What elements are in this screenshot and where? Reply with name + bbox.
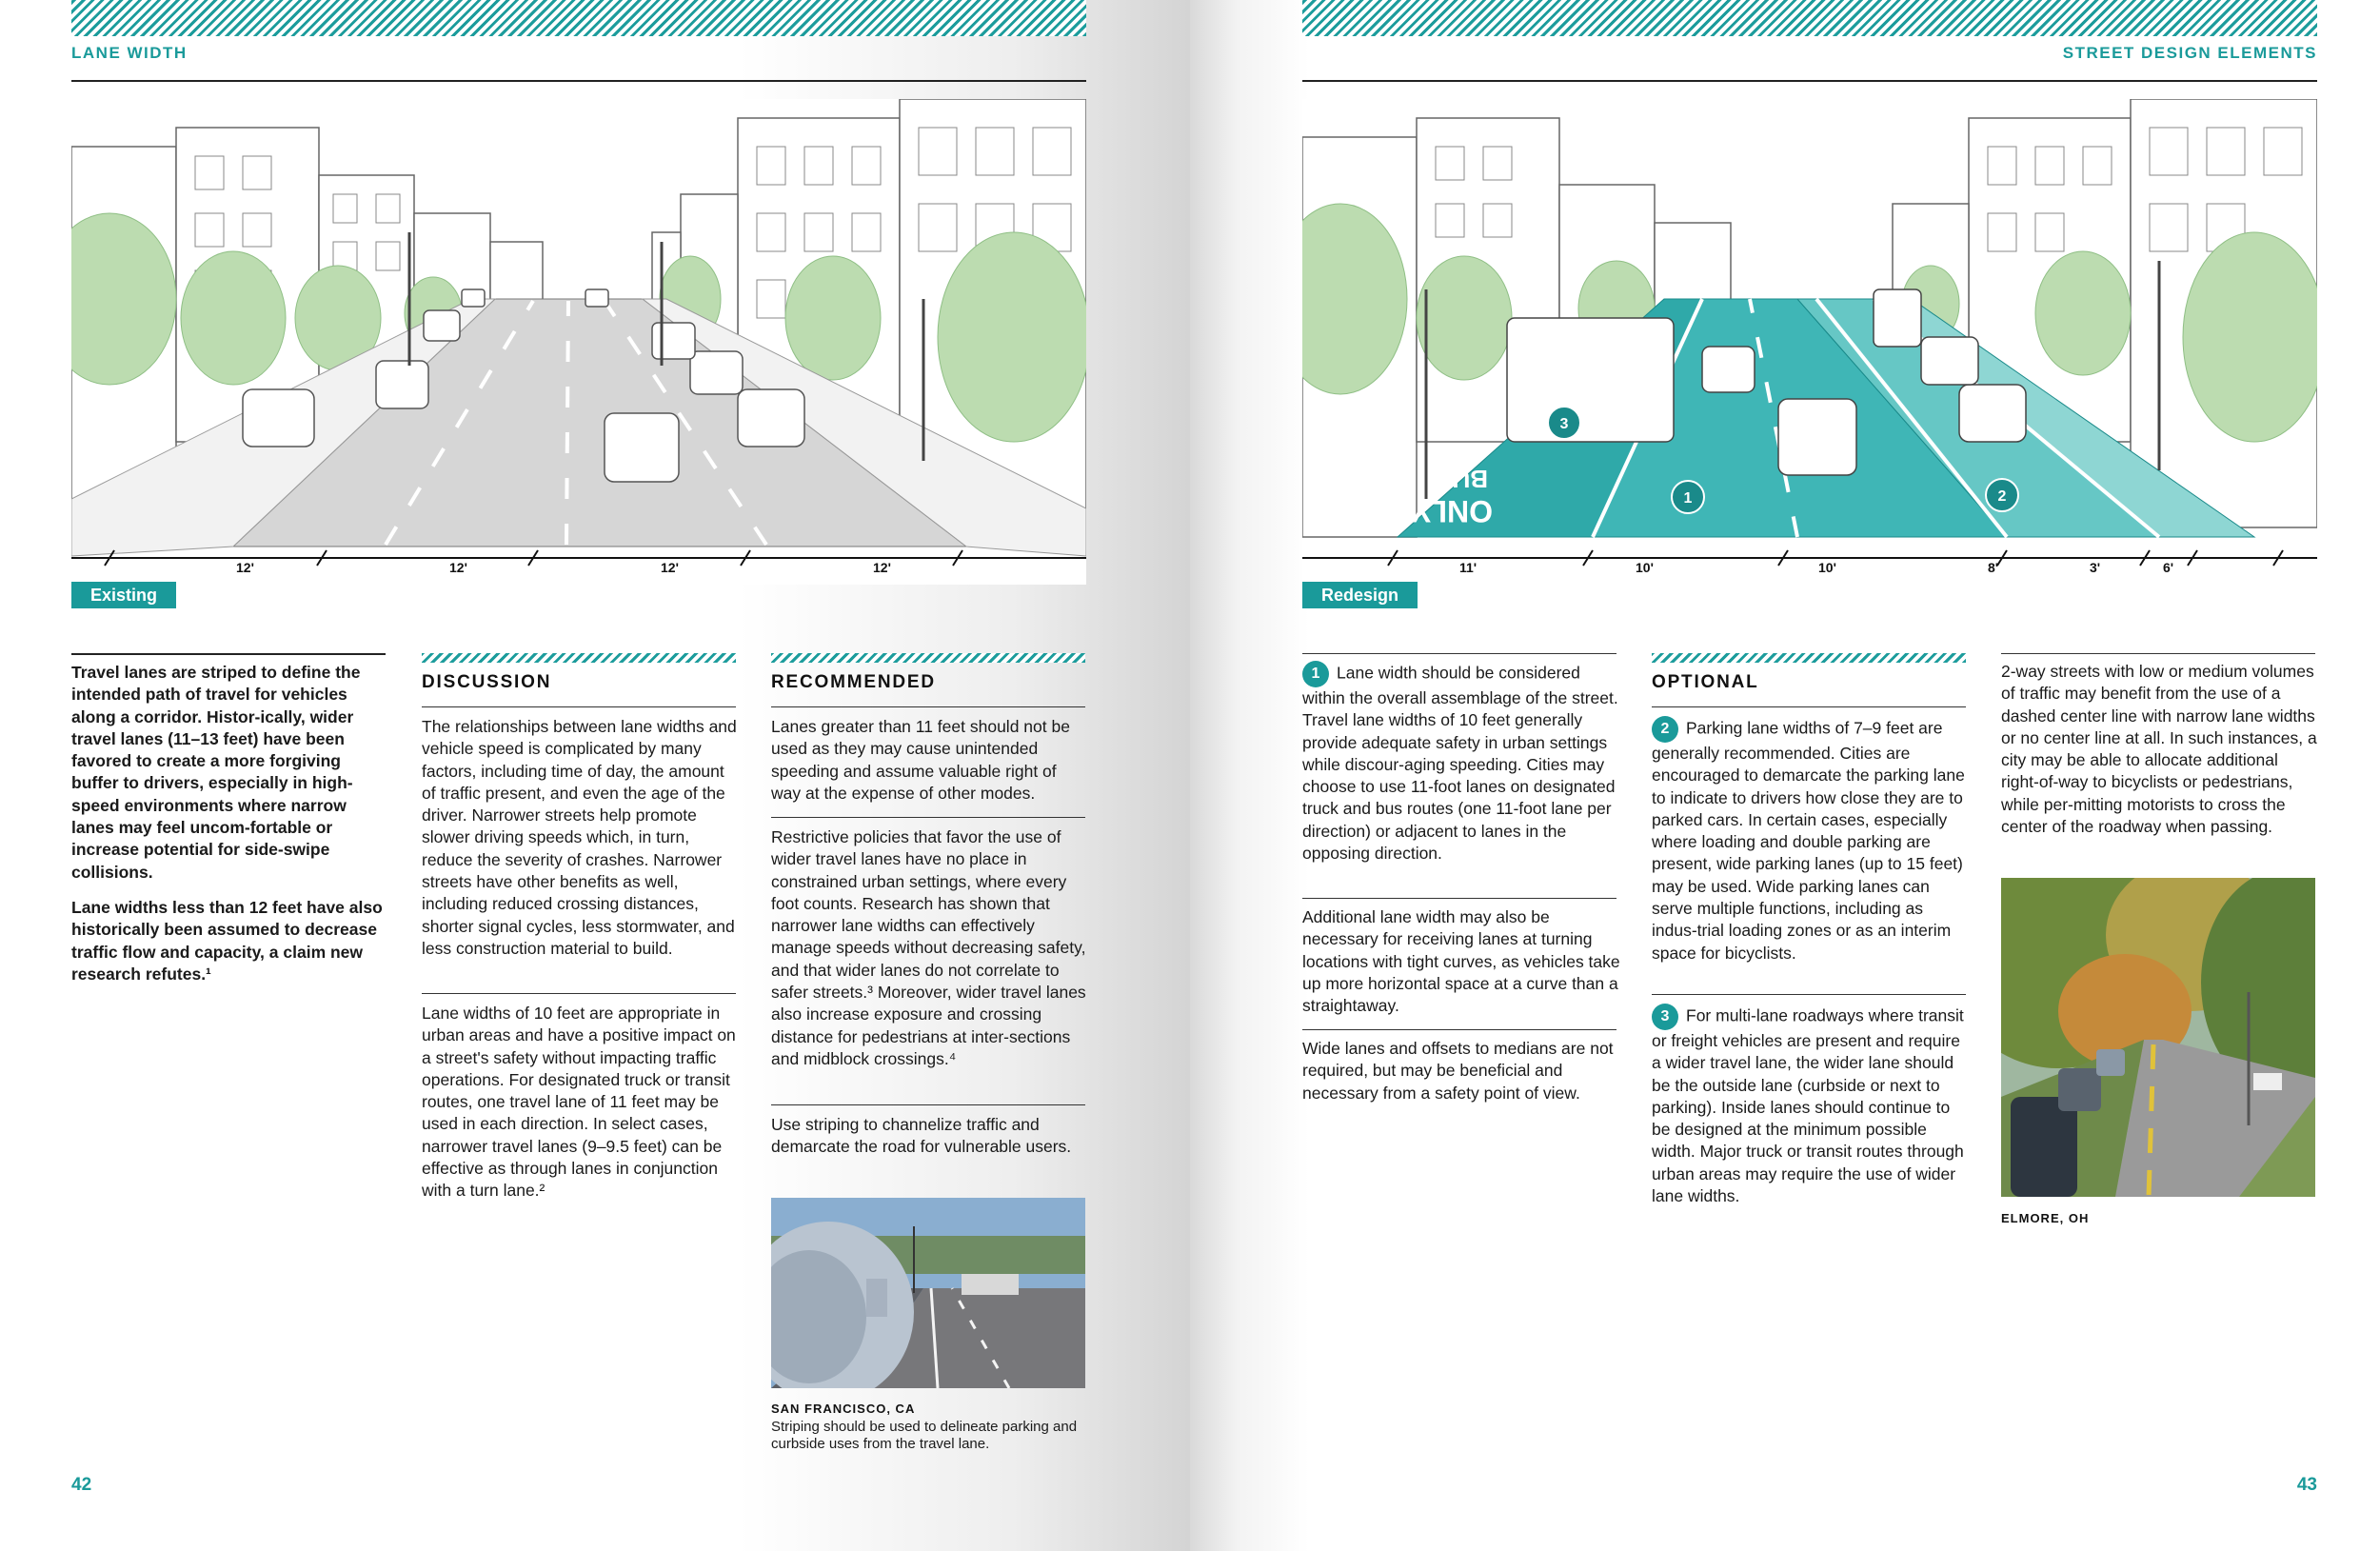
recommended-text-1 — [771, 716, 1090, 805]
discussion-hatch — [422, 653, 736, 663]
discussion-heading: DISCUSSION — [422, 672, 552, 692]
existing-tag: Existing — [71, 582, 176, 608]
column-rule — [71, 653, 386, 655]
badge-2: 2 — [1652, 716, 1678, 743]
header-hatch-bar — [1302, 0, 2317, 36]
para-a — [1302, 906, 1621, 1017]
redesign-street-drawing — [1302, 99, 2317, 585]
intro-column — [71, 662, 390, 985]
column-rule — [1302, 1029, 1616, 1030]
column-rule — [771, 817, 1085, 818]
header-hatch-bar — [71, 0, 1086, 36]
redesign-street-illustration — [1302, 99, 2317, 585]
page-number: 43 — [2296, 1475, 2317, 1495]
item-2-block — [1652, 716, 1971, 964]
column-rule — [1302, 898, 1616, 899]
item-1-text: Lane width should be considered within the overall assemblage of the street. Travel lane widths of 10 feet generally provide adequate safety in urban settings while discour-aging speeding. Cities may choose to use 11-foot lanes on designated truck and bus routes (one 11-foot lane per direction) or adjacent to lanes in the opposing direction. — [1302, 663, 1618, 864]
column-rule — [422, 706, 736, 707]
item-1-block — [1302, 661, 1621, 865]
running-head-left: LANE WIDTH — [71, 44, 188, 62]
header-rule — [71, 80, 1086, 82]
existing-street-illustration — [71, 99, 1086, 585]
intro-paragraph: Lane widths less than 12 feet have also historically been assumed to decrease traffic flow and capacity, a claim new research refutes.¹ — [71, 897, 383, 984]
dimension-label: 3' — [2090, 560, 2101, 575]
column-rule — [771, 706, 1085, 707]
item-3-text: For multi-lane roadways where transit or freight vehicles are present and require a wider travel lane, the wider lane should be the outside lane (curbside or next to parking). Inside lanes should continue to be designed at the minimum possible width. Major truck or transit routes through urban areas may require the use of wider lane widths. — [1652, 1005, 1964, 1206]
recommended-heading: RECOMMENDED — [771, 672, 936, 692]
san-francisco-photo — [771, 1198, 1085, 1388]
column-rule — [1652, 706, 1966, 707]
column-rule — [1652, 994, 1966, 995]
elmore-photo — [2001, 878, 2315, 1197]
header-rule — [1302, 80, 2317, 82]
photo-location-label: ELMORE, OH — [2001, 1211, 2090, 1225]
column-rule — [1302, 653, 1616, 654]
dimension-label: 8' — [1988, 560, 1999, 575]
paragraph-additional-width: Additional lane width may also be necessary for receiving lanes at turning locations with tight curves, as vehicles take up more horizontal space at a curve than a straightaway. — [1302, 907, 1620, 1016]
recommended-paragraph: Lanes greater than 11 feet should not be used as they may cause unintended speeding and assume valuable right of way at the expense of other modes. — [771, 717, 1070, 803]
dimension-label: 12' — [873, 560, 891, 575]
photo-location-label: SAN FRANCISCO, CA — [771, 1402, 916, 1416]
bus-lane-pavement-text: BUS — [1436, 465, 1488, 493]
column-rule — [2001, 653, 2315, 654]
item-2-text: Parking lane widths of 7–9 feet are generally recommended. Cities are encouraged to demarcate the parking lane to indicate to drivers how close they are to parked cars. In certain cases, especially where loading and double parking are present, wide parking lanes (up to 15 feet) may be used. Wide parking lanes can serve multiple functions, including as indus-trial loading zones or as an interim space for bicyclists. — [1652, 718, 1965, 963]
two-way-streets-text — [2001, 661, 2320, 838]
dimension-label: 12' — [236, 560, 254, 575]
photo-caption: Striping should be used to delineate parking and curbside uses from the travel lane. — [771, 1419, 1078, 1452]
item-3-block — [1652, 1004, 1971, 1207]
dimension-label: 12' — [661, 560, 679, 575]
recommended-paragraph: Restrictive policies that favor the use of wider travel lanes have no place in constrained urban settings, where every foot counts. Research has shown that narrower lane widths can effectively manage speeds without decreasing safety, and that wider lanes do not correlate to safer streets.³ Moreover, wider travel lanes also increase exposure and crossing distance for pedestrians at inter-sections and midblock crossings.⁴ — [771, 827, 1086, 1068]
optional-heading: OPTIONAL — [1652, 672, 1759, 692]
marker-3: 3 — [1559, 416, 1569, 432]
recommended-text-3 — [771, 1114, 1090, 1159]
recommended-paragraph: Use striping to channelize traffic and demarcate the road for vulnerable users. — [771, 1115, 1072, 1157]
discussion-paragraph: The relationships between lane widths and vehicle speed is complicated by many factors, including time of day, the amount of traffic present, and even the age of the driver. Narrower streets help promote slower driving speeds which, in turn, reduce the severity of crashes. Narrower streets have other benefits as well, including reduced crossing distances, shorter signal cycles, less stormwater, and less construction material to build. — [422, 717, 737, 958]
discussion-text-2 — [422, 1003, 741, 1203]
dimension-label: 12' — [449, 560, 467, 575]
dimension-label: 10' — [1818, 560, 1836, 575]
discussion-paragraph: Lane widths of 10 feet are appropriate in urban areas and have a positive impact on a street's safety without impacting traffic operations. For designated truck or transit routes, one travel lane of 11 feet may be used in each direction. In select cases, narrower travel lanes (9–9.5 feet) can be effective as through lanes in conjunction with a turn lane.² — [422, 1004, 736, 1201]
existing-street-drawing — [71, 99, 1086, 585]
intro-paragraph: Travel lanes are striped to define the intended path of travel for vehicles along a corridor. Histor-ically, wider travel lanes (11–13 feet) have been favored to create a more forgiving buffer to drivers, especially in high-speed environments where narrow lanes may feel uncom-fortable or increase potential for side-swipe collisions. — [71, 663, 361, 882]
marker-1: 1 — [1683, 490, 1693, 507]
bus-lane-pavement-text: ONLY — [1411, 494, 1493, 528]
column-rule — [422, 993, 736, 994]
marker-2: 2 — [1997, 488, 2007, 505]
dimension-label: 6' — [2163, 560, 2174, 575]
discussion-text — [422, 716, 741, 960]
running-head-right: STREET DESIGN ELEMENTS — [2062, 44, 2317, 62]
para-b — [1302, 1038, 1621, 1104]
recommended-text-2 — [771, 826, 1090, 1070]
dimension-label: 10' — [1636, 560, 1654, 575]
badge-1: 1 — [1302, 661, 1329, 687]
badge-3: 3 — [1652, 1004, 1678, 1030]
elmore-street-drawing — [2001, 878, 2315, 1197]
dimension-label: 11' — [1459, 560, 1478, 575]
page-number: 42 — [71, 1475, 92, 1495]
street-photo-drawing — [771, 1198, 1085, 1388]
optional-hatch — [1652, 653, 1966, 663]
right-page — [1190, 0, 2380, 1551]
paragraph-wide-lanes: Wide lanes and offsets to medians are not required, but may be beneficial and necessary from a safety point of view. — [1302, 1039, 1614, 1103]
redesign-tag: Redesign — [1302, 582, 1418, 608]
recommended-hatch — [771, 653, 1085, 663]
two-way-streets-paragraph: 2-way streets with low or medium volumes of traffic may benefit from the use of a dashed center line with narrow lane widths or no center line at all. In such instances, a city may be able to allocate additional right-of-way to bicyclists or pedestrians, while per-mitting motorists to cross the center of the roadway when passing. — [2001, 662, 2317, 837]
column-rule — [771, 1104, 1085, 1105]
